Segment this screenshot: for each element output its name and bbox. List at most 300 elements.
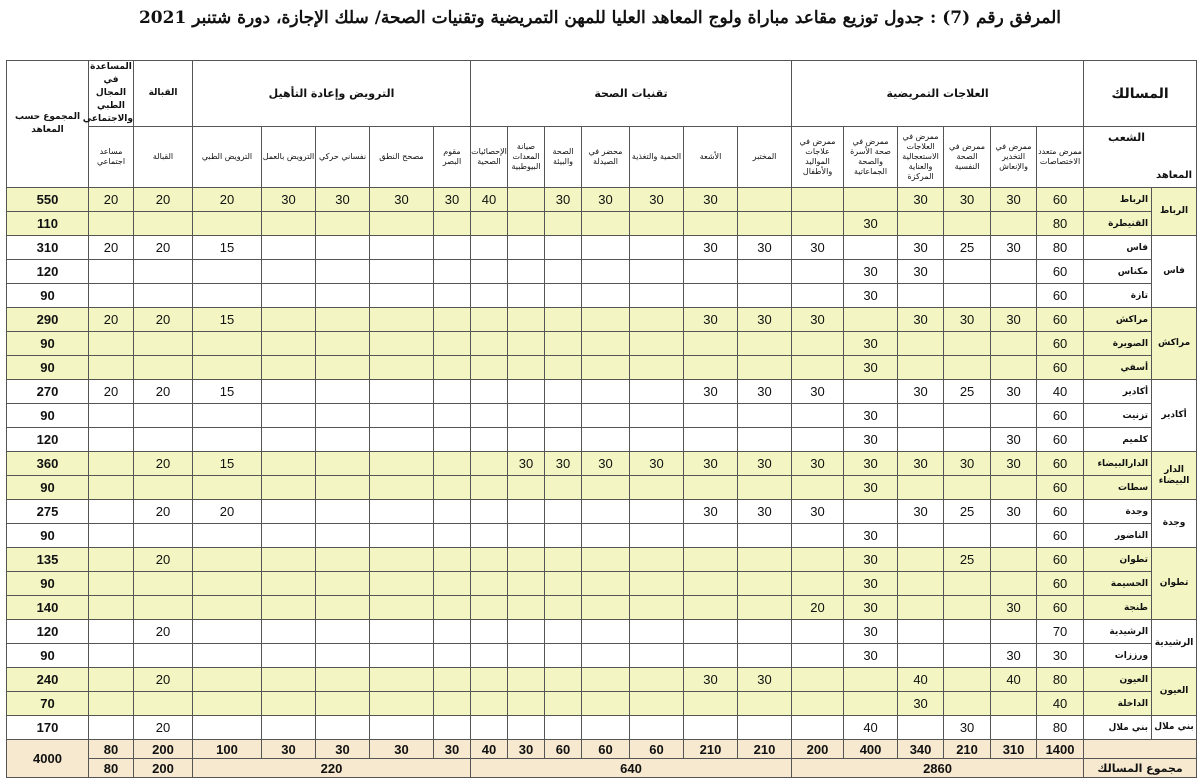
seat-cell: [262, 380, 316, 404]
seat-cell: [370, 284, 434, 308]
seat-cell: 30: [738, 308, 792, 332]
seat-cell: [582, 620, 630, 644]
seat-cell: 30: [844, 644, 898, 668]
seat-cell: 20: [89, 188, 134, 212]
region-cell: الدار البيضاء: [1152, 452, 1197, 500]
row-total-cell: 270: [7, 380, 89, 404]
seat-cell: [508, 428, 545, 452]
seat-cell: 20: [134, 308, 193, 332]
seat-cell: 30: [684, 668, 738, 692]
institute-cell: أكادير: [1084, 380, 1152, 404]
spec-header: مقوم البصر: [434, 127, 471, 188]
institute-cell: مكناس: [1084, 260, 1152, 284]
seat-cell: [738, 284, 792, 308]
seat-cell: 30: [844, 524, 898, 548]
seat-cell: [193, 644, 262, 668]
seat-cell: 30: [738, 668, 792, 692]
seat-cell: [508, 596, 545, 620]
seat-cell: 30: [792, 452, 844, 476]
seat-cell: [508, 404, 545, 428]
seat-cell: [944, 260, 991, 284]
seat-cell: 30: [898, 452, 944, 476]
seat-cell: [262, 428, 316, 452]
seat-cell: 30: [991, 188, 1037, 212]
seat-cell: 30: [370, 188, 434, 212]
seat-cell: [262, 572, 316, 596]
totals-group-row: [7, 759, 1197, 778]
seat-cell: [89, 572, 134, 596]
seat-cell: [630, 572, 684, 596]
seat-cell: [434, 716, 471, 740]
seat-cell: 60: [1037, 356, 1084, 380]
seat-cell: [898, 644, 944, 668]
seat-cell: [193, 620, 262, 644]
seat-cell: [370, 308, 434, 332]
seat-cell: [370, 548, 434, 572]
seat-cell: 30: [991, 644, 1037, 668]
seat-cell: [316, 572, 370, 596]
seat-cell: 40: [1037, 692, 1084, 716]
seat-cell: [193, 476, 262, 500]
seat-cell: [370, 452, 434, 476]
seat-cell: [792, 188, 844, 212]
seat-cell: [134, 572, 193, 596]
seat-cell: 30: [991, 500, 1037, 524]
seat-cell: [630, 596, 684, 620]
seat-cell: 60: [1037, 500, 1084, 524]
total-specialty-cell: 60: [582, 740, 630, 759]
seat-cell: [316, 380, 370, 404]
seat-cell: [944, 524, 991, 548]
seat-cell: [434, 284, 471, 308]
seat-cell: [434, 428, 471, 452]
institute-cell: ورززات: [1084, 644, 1152, 668]
seat-cell: [991, 524, 1037, 548]
seat-cell: [370, 716, 434, 740]
seat-cell: [630, 668, 684, 692]
seat-cell: 30: [898, 380, 944, 404]
seat-cell: [370, 692, 434, 716]
seat-cell: [193, 284, 262, 308]
seat-cell: [316, 236, 370, 260]
row-total-cell: 240: [7, 668, 89, 692]
seat-cell: [134, 212, 193, 236]
total-specialty-cell: 40: [471, 740, 508, 759]
institute-cell: تطوان: [1084, 548, 1152, 572]
seat-cell: 30: [738, 380, 792, 404]
seat-cell: 30: [944, 188, 991, 212]
seat-cell: 30: [684, 236, 738, 260]
row-total-cell: 110: [7, 212, 89, 236]
row-total-cell: 290: [7, 308, 89, 332]
table-row: [7, 380, 1197, 404]
seat-cell: [630, 692, 684, 716]
seat-cell: [89, 404, 134, 428]
institute-cell: وجدة: [1084, 500, 1152, 524]
spec-header: الأشعة: [684, 127, 738, 188]
seat-cell: 20: [134, 452, 193, 476]
seat-cell: 60: [1037, 572, 1084, 596]
seat-cell: [738, 332, 792, 356]
seat-cell: 30: [630, 452, 684, 476]
seat-cell: 30: [738, 500, 792, 524]
total-specialty-cell: 30: [262, 740, 316, 759]
seat-cell: [434, 260, 471, 284]
total-nursing: 2860: [792, 759, 1084, 778]
spec-header: المختبر: [738, 127, 792, 188]
seat-cell: [370, 380, 434, 404]
spec-header: الحمية والتغذية: [630, 127, 684, 188]
seat-cell: [582, 692, 630, 716]
seat-cell: 30: [582, 452, 630, 476]
seat-cell: [630, 284, 684, 308]
institute-cell: العيون: [1084, 668, 1152, 692]
seat-cell: [582, 500, 630, 524]
seat-cell: [508, 236, 545, 260]
seat-cell: [262, 452, 316, 476]
seat-cell: [545, 692, 582, 716]
seat-cell: 40: [471, 188, 508, 212]
seat-cell: 30: [738, 236, 792, 260]
seat-cell: [316, 476, 370, 500]
seat-cell: 30: [944, 308, 991, 332]
seat-cell: [738, 716, 792, 740]
seat-cell: [89, 548, 134, 572]
institute-cell: الناضور: [1084, 524, 1152, 548]
seat-cell: [582, 524, 630, 548]
seat-cell: [471, 380, 508, 404]
seat-cell: [545, 524, 582, 548]
seat-cell: [193, 428, 262, 452]
table-row: [7, 188, 1197, 212]
seat-cell: [434, 572, 471, 596]
seat-cell: 30: [684, 452, 738, 476]
seat-cell: [316, 500, 370, 524]
seat-cell: [262, 692, 316, 716]
total-specialty-cell: 30: [508, 740, 545, 759]
seat-cell: [630, 524, 684, 548]
row-total-cell: 90: [7, 644, 89, 668]
table-row: [7, 356, 1197, 380]
seat-cell: [792, 260, 844, 284]
seat-cell: [262, 260, 316, 284]
seat-cell: [316, 404, 370, 428]
seat-cell: 30: [844, 212, 898, 236]
seat-cell: [738, 692, 792, 716]
seat-cell: [508, 212, 545, 236]
seat-cell: [508, 332, 545, 356]
seat-cell: [582, 668, 630, 692]
seat-cell: [193, 692, 262, 716]
seat-distribution-table: [6, 60, 1197, 778]
seat-cell: 30: [434, 188, 471, 212]
region-cell: أكادير: [1152, 380, 1197, 452]
seat-cell: 30: [991, 452, 1037, 476]
seat-cell: [316, 452, 370, 476]
spec-header: الإحصائيات الصحية: [471, 127, 508, 188]
seat-cell: 40: [991, 668, 1037, 692]
seat-cell: [792, 572, 844, 596]
seat-cell: 60: [1037, 596, 1084, 620]
row-total-cell: 310: [7, 236, 89, 260]
seat-cell: [738, 356, 792, 380]
seat-cell: [630, 500, 684, 524]
seat-cell: [898, 572, 944, 596]
seat-cell: [684, 692, 738, 716]
seat-cell: 30: [738, 452, 792, 476]
seat-cell: 30: [844, 572, 898, 596]
total-specialty-cell: 200: [134, 740, 193, 759]
seat-cell: [316, 356, 370, 380]
table-row: [7, 476, 1197, 500]
seat-cell: [630, 428, 684, 452]
seat-cell: [370, 476, 434, 500]
seat-cell: [508, 548, 545, 572]
row-total-cell: 70: [7, 692, 89, 716]
row-total-cell: 170: [7, 716, 89, 740]
seat-cell: 30: [792, 380, 844, 404]
seat-cell: [582, 572, 630, 596]
seat-cell: [944, 404, 991, 428]
spec-header: صيانة المعدات البيوطبية: [508, 127, 545, 188]
seat-cell: [89, 284, 134, 308]
seat-cell: [316, 596, 370, 620]
seat-cell: 30: [844, 548, 898, 572]
seat-cell: [738, 476, 792, 500]
seat-cell: [738, 212, 792, 236]
institute-cell: سطات: [1084, 476, 1152, 500]
seat-cell: [545, 356, 582, 380]
seat-cell: [134, 692, 193, 716]
seat-cell: 15: [193, 452, 262, 476]
seat-cell: [582, 596, 630, 620]
table-row: [7, 428, 1197, 452]
seat-cell: [471, 716, 508, 740]
seat-cell: [193, 572, 262, 596]
seat-cell: [134, 476, 193, 500]
seat-cell: [370, 404, 434, 428]
seat-cell: [316, 524, 370, 548]
institute-cell: تزنيت: [1084, 404, 1152, 428]
seat-cell: [991, 260, 1037, 284]
seat-cell: [471, 500, 508, 524]
spec-header: ممرض في الصحة النفسية: [944, 127, 991, 188]
seat-cell: 30: [792, 308, 844, 332]
seat-cell: [582, 356, 630, 380]
seat-cell: 30: [684, 188, 738, 212]
seat-cell: [89, 596, 134, 620]
seat-cell: [89, 500, 134, 524]
seat-cell: [471, 596, 508, 620]
seat-cell: 60: [1037, 404, 1084, 428]
seat-cell: [134, 524, 193, 548]
seat-cell: [792, 428, 844, 452]
seat-cell: [508, 308, 545, 332]
seat-cell: [545, 332, 582, 356]
seat-cell: [193, 260, 262, 284]
seat-cell: [471, 260, 508, 284]
seat-cell: [898, 548, 944, 572]
seat-cell: 30: [844, 476, 898, 500]
institute-cell: طنجة: [1084, 596, 1152, 620]
seat-cell: [738, 644, 792, 668]
row-total-cell: 360: [7, 452, 89, 476]
seat-cell: 20: [134, 716, 193, 740]
seat-cell: [193, 548, 262, 572]
seat-cell: [738, 524, 792, 548]
seat-cell: [434, 452, 471, 476]
seat-cell: [630, 212, 684, 236]
seat-cell: 30: [545, 188, 582, 212]
seat-cell: [630, 260, 684, 284]
header-shoab: الشعب: [1108, 131, 1145, 144]
institute-cell: مراكش: [1084, 308, 1152, 332]
seat-cell: [262, 620, 316, 644]
seat-cell: [898, 596, 944, 620]
seat-cell: [262, 668, 316, 692]
seat-cell: 60: [1037, 524, 1084, 548]
region-cell: فاس: [1152, 236, 1197, 308]
seat-cell: [434, 644, 471, 668]
table-row: [7, 404, 1197, 428]
seat-cell: 60: [1037, 548, 1084, 572]
seat-cell: [471, 212, 508, 236]
header-diagonal-cell: [1084, 127, 1197, 188]
seat-cell: [898, 524, 944, 548]
seat-cell: [944, 644, 991, 668]
region-cell: مراكش: [1152, 308, 1197, 380]
seat-cell: [508, 356, 545, 380]
spec-header: الترويض بالعمل: [262, 127, 316, 188]
seat-cell: 30: [545, 452, 582, 476]
seat-cell: [508, 668, 545, 692]
seat-cell: [434, 308, 471, 332]
seat-cell: [262, 404, 316, 428]
seat-cell: [738, 572, 792, 596]
seat-cell: [370, 356, 434, 380]
seat-cell: [434, 404, 471, 428]
seat-cell: [370, 644, 434, 668]
seat-cell: 20: [134, 668, 193, 692]
seat-cell: [89, 692, 134, 716]
seat-cell: [944, 620, 991, 644]
table-row: [7, 668, 1197, 692]
seat-cell: [471, 452, 508, 476]
seat-cell: [89, 620, 134, 644]
seat-cell: 30: [792, 236, 844, 260]
seat-cell: [134, 428, 193, 452]
seat-cell: [898, 212, 944, 236]
seat-cell: 30: [898, 236, 944, 260]
seat-cell: [471, 284, 508, 308]
table-row: [7, 500, 1197, 524]
seat-cell: [738, 260, 792, 284]
seat-cell: [316, 212, 370, 236]
seat-cell: 30: [991, 428, 1037, 452]
seat-cell: 30: [844, 428, 898, 452]
seat-cell: [792, 692, 844, 716]
seat-cell: [844, 500, 898, 524]
seat-cell: 30: [844, 356, 898, 380]
seat-cell: 60: [1037, 476, 1084, 500]
header-maahad: المعاهد: [1156, 170, 1193, 181]
seat-cell: [944, 356, 991, 380]
seat-cell: [684, 716, 738, 740]
seat-cell: [684, 620, 738, 644]
seat-cell: 30: [684, 380, 738, 404]
seat-cell: [89, 260, 134, 284]
seat-cell: 30: [844, 620, 898, 644]
seat-cell: [471, 476, 508, 500]
institute-cell: الحسيمة: [1084, 572, 1152, 596]
seat-cell: [844, 188, 898, 212]
seat-cell: [434, 692, 471, 716]
table-row: [7, 212, 1197, 236]
row-total-cell: 90: [7, 572, 89, 596]
totals-group-label: مجموع المسالك: [1084, 759, 1197, 778]
row-total-cell: 120: [7, 428, 89, 452]
seat-cell: 20: [134, 620, 193, 644]
seat-cell: [89, 476, 134, 500]
seat-cell: [582, 236, 630, 260]
seat-cell: [193, 668, 262, 692]
seat-cell: [508, 716, 545, 740]
table-row: [7, 548, 1197, 572]
seat-cell: 30: [898, 260, 944, 284]
seat-cell: [134, 596, 193, 620]
seat-cell: [262, 644, 316, 668]
seat-cell: [262, 716, 316, 740]
seat-cell: [545, 476, 582, 500]
total-specialty-cell: 210: [944, 740, 991, 759]
seat-cell: [545, 620, 582, 644]
seat-cell: 15: [193, 308, 262, 332]
seat-cell: [134, 356, 193, 380]
spec-header: ممرض في صحة الأسرة والصحة الجماعاتية: [844, 127, 898, 188]
seat-cell: [792, 404, 844, 428]
seat-cell: [582, 404, 630, 428]
seat-cell: 30: [991, 236, 1037, 260]
seat-cell: [991, 212, 1037, 236]
seat-cell: [370, 236, 434, 260]
seat-cell: [134, 260, 193, 284]
total-specialty-cell: 210: [738, 740, 792, 759]
seat-cell: [316, 692, 370, 716]
seat-cell: [316, 548, 370, 572]
seat-cell: [545, 596, 582, 620]
seat-cell: [508, 260, 545, 284]
seat-cell: [370, 572, 434, 596]
seat-cell: [630, 380, 684, 404]
spec-header: ممرض متعدد الاختصاصات: [1037, 127, 1084, 188]
seat-cell: [508, 620, 545, 644]
total-specialty-cell: 1400: [1037, 740, 1084, 759]
seat-cell: [991, 356, 1037, 380]
seat-cell: [262, 332, 316, 356]
seat-cell: 40: [844, 716, 898, 740]
total-specialty-cell: 30: [316, 740, 370, 759]
seat-cell: [545, 212, 582, 236]
seat-cell: [262, 212, 316, 236]
seat-cell: [630, 548, 684, 572]
seat-cell: 70: [1037, 620, 1084, 644]
seat-cell: [582, 644, 630, 668]
seat-cell: [89, 212, 134, 236]
seat-cell: [471, 308, 508, 332]
seat-cell: [193, 524, 262, 548]
seat-cell: [582, 260, 630, 284]
seat-cell: 30: [844, 284, 898, 308]
